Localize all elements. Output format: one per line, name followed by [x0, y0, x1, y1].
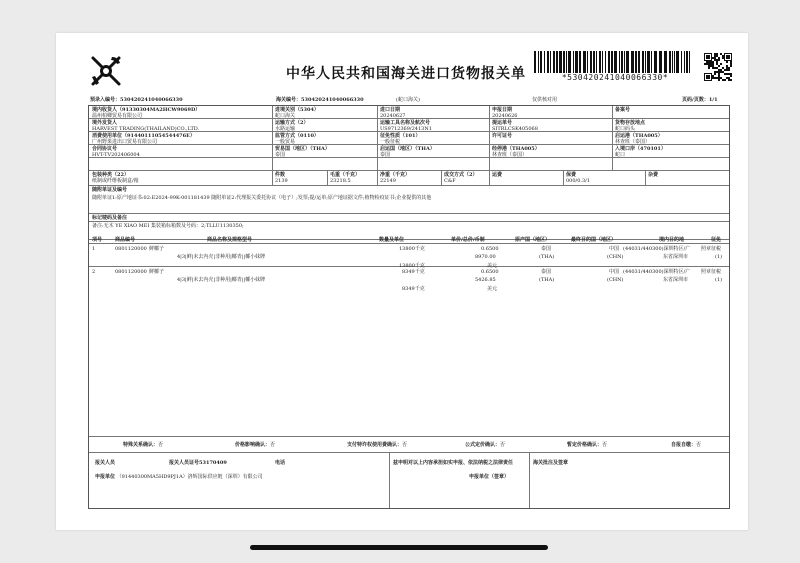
goods-qty-secondary: 13800千克	[399, 263, 425, 269]
goods-name: 鲜椰子	[149, 269, 165, 275]
special-relation-value: 否	[158, 442, 164, 448]
row-divider	[89, 221, 729, 222]
goods-exemption: 照章征税	[701, 269, 722, 275]
goods-header-code: 商品编号	[115, 237, 136, 243]
goods-destination: 中国	[609, 246, 620, 252]
declarer-label: 报关人员	[95, 460, 116, 466]
goods-total-price: 5426.85	[475, 277, 496, 283]
goods-currency: 美元	[487, 286, 498, 292]
verification-note: 仅供核对用	[532, 97, 558, 103]
col-divider	[327, 170, 328, 185]
declaration-statement: 兹申明对以上内容承担如实申报、依法纳税之法律责任	[393, 460, 514, 466]
license-label: 许可证号	[492, 133, 513, 139]
price-impact-label: 价格影响确认：	[235, 442, 271, 448]
col-divider	[272, 170, 273, 185]
row-divider	[89, 170, 729, 171]
pre-entry-number: 预录入编号：530420241040066330	[90, 97, 183, 103]
row-divider	[89, 436, 729, 437]
goods-header-name: 商品名称及规格型号	[207, 237, 253, 243]
package-type-label: 包装种类（22）	[92, 172, 129, 178]
trade-country-value: 泰国	[275, 152, 286, 158]
form-table	[88, 105, 730, 509]
declare-unit-seal: 申报单位（签章）	[469, 474, 510, 480]
vessel-value: US9712369/2413N1	[380, 126, 432, 132]
row-divider	[89, 239, 729, 240]
phone-label: 电话	[275, 460, 286, 466]
supervision-label: 监管方式（0110）	[275, 133, 319, 139]
entry-point-label: 入境口岸（470101）	[615, 146, 666, 152]
goods-unit-price: 0.6500	[481, 269, 499, 275]
col-divider	[563, 170, 564, 185]
page-indicator: 页码/页数：1/1	[682, 97, 718, 103]
customs-declaration-form	[56, 33, 748, 530]
goods-header-exempt: 征免	[711, 237, 722, 243]
goods-destination: 中国	[609, 269, 620, 275]
goods-domestic-dest-line2: 东省深圳市	[663, 254, 689, 260]
transit-port-label: 经停港（THA005）	[492, 146, 540, 152]
goods-currency: 美元	[487, 263, 498, 269]
net-weight-value: 22149	[380, 178, 396, 184]
form-title: 中华人民共和国海关进口货物报关单	[286, 66, 526, 82]
self-report-label: 自报自缴：	[671, 442, 697, 448]
package-type-value: 纸制或纤维板制盒/箱	[92, 178, 139, 184]
customs-office: (蛇口海关)	[396, 97, 420, 103]
formula-pricing-value: 否	[500, 442, 506, 448]
transport-mode-label: 运输方式（2）	[275, 120, 309, 126]
gross-weight-label: 毛重（千克）	[330, 172, 361, 178]
goods-header-destination: 最终目的国（地区）	[571, 237, 617, 243]
vessel-label: 运输工具名称及航次号	[380, 120, 431, 126]
gross-weight-value: 23218.5	[330, 178, 351, 184]
bill-of-lading-label: 提运单号	[492, 120, 513, 126]
storage-location-value: 蛇口码头	[615, 126, 636, 132]
goods-qty: 8349千克	[402, 269, 425, 275]
goods-unit-price: 0.6500	[481, 246, 499, 252]
shipper-value: HARVEST TRADING(THAILAND)CO.,LTD.	[92, 126, 200, 132]
barcode	[534, 51, 694, 73]
goods-destination-code: (CHN)	[607, 277, 624, 283]
royalty-label: 支付特许权使用费确认：	[347, 442, 403, 448]
goods-name: 鲜椰子	[149, 246, 165, 252]
goods-origin: 泰国	[541, 246, 552, 252]
customs-note-label: 海关批注及签章	[533, 460, 569, 466]
entry-port-value: 蛇口海关	[275, 113, 296, 119]
goods-code: 0801120000	[115, 246, 147, 252]
consignee-value: 温州柏卿贸易有限公司	[92, 113, 143, 119]
col-divider	[441, 170, 442, 185]
special-relation-label: 特殊关系确认：	[123, 442, 159, 448]
transit-port-value: 林查班（泰国）	[492, 152, 528, 158]
goods-exemption: 照章征税	[701, 246, 722, 252]
supervision-value: 一般贸易	[275, 139, 296, 145]
col-divider	[377, 170, 378, 185]
consignee-label: 境内收货人（91330304MA2HCW9069D）	[92, 107, 201, 113]
row-divider	[89, 185, 729, 186]
col-divider	[612, 106, 613, 170]
col-divider	[272, 106, 273, 170]
qr-code	[704, 53, 732, 81]
levy-nature-label: 征免性质（101）	[380, 133, 421, 139]
goods-origin: 泰国	[541, 269, 552, 275]
trade-terms-value: C&F	[444, 178, 456, 184]
goods-code: 0801120000	[115, 269, 147, 275]
col-divider	[489, 170, 490, 185]
goods-no: 1	[92, 246, 96, 252]
consumer-unit-value: 广州野果进出口贸易有限公司	[92, 139, 158, 145]
goods-header-price: 单价/总价/币制	[451, 237, 485, 243]
barcode-number: *530420241040066330*	[561, 73, 669, 82]
goods-origin-code: (THA)	[539, 254, 555, 260]
shipper-label: 境外发货人	[92, 120, 118, 126]
entry-port-label: 进境关别（5304）	[275, 107, 319, 113]
row-divider	[89, 243, 729, 244]
declare-unit-label: 申报单位	[95, 474, 116, 480]
trade-country-label: 贸易国（地区）（THA）	[275, 146, 330, 152]
goods-domestic-dest-line2: 东省深圳市	[663, 277, 689, 283]
goods-header-qty: 数量及单位	[379, 237, 405, 243]
col-divider	[389, 452, 390, 508]
entry-point-value: 蛇口	[615, 152, 626, 158]
formula-pricing-label: 公式定价确认：	[465, 442, 501, 448]
insurance-label: 保费	[566, 172, 577, 178]
misc-fee-label: 杂费	[648, 172, 659, 178]
goods-qty-secondary: 8349千克	[402, 286, 425, 292]
customs-emblem-icon	[86, 51, 126, 91]
goods-header-domestic: 境内目的地	[659, 237, 685, 243]
goods-spec: 4|3|鲜|未去内壳|非种用|椰青||椰小妹牌	[177, 254, 266, 260]
pieces-label: 件数	[275, 172, 286, 178]
insurance-value: 000/0.3/1	[566, 178, 591, 184]
import-date-label: 进口日期	[380, 107, 401, 113]
goods-total-price: 8970.00	[475, 254, 496, 260]
net-weight-label: 净重（千克）	[380, 172, 411, 178]
declarer-cert-no: 报关人员证号53170409	[169, 460, 227, 466]
departure-port-value: 林查班（泰国）	[615, 139, 651, 145]
goods-destination-code: (CHN)	[607, 254, 624, 260]
home-indicator	[250, 545, 548, 550]
attached-docs-value: 随附单证1:原产地证书:02:E2024-99K-001181439 随附单证2:代理报关委托协议（电子）;发票;提/运单;原产地证据文件;植物检疫证书;企业提供的其他	[92, 195, 432, 201]
goods-header-no: 项号	[92, 237, 103, 243]
goods-header-origin: 原产国（地区）	[515, 237, 551, 243]
departure-port-label: 启运港（THA005）	[615, 133, 663, 139]
goods-no: 2	[92, 269, 96, 275]
origin-country-value: 泰国	[380, 152, 391, 158]
remarks-value: 备注:无木 YE XIAO MEI 集装箱标箱数及号码：2;TLLU1130350;	[92, 223, 244, 229]
goods-qty: 13800千克	[399, 246, 425, 252]
row-divider	[89, 213, 729, 214]
customs-number: 海关编号：530420241040066330	[276, 97, 364, 103]
bill-of-lading-value: SITRLCSK405068	[492, 126, 538, 132]
goods-spec: 4|3|鲜|未去内壳|非种用|椰青||椰小妹牌	[177, 277, 266, 283]
freight-label: 运费	[492, 172, 503, 178]
pieces-value: 2139	[275, 178, 288, 184]
provisional-price-value: 否	[602, 442, 608, 448]
goods-origin-code: (THA)	[539, 277, 555, 283]
self-report-value: 否	[696, 442, 702, 448]
col-divider	[377, 106, 378, 170]
col-divider	[645, 170, 646, 185]
record-no-label: 备案号	[615, 107, 631, 113]
transport-mode-value: 水路运输	[275, 126, 296, 132]
declare-date-label: 申报日期	[492, 107, 513, 113]
col-divider	[529, 452, 530, 508]
contract-label: 合同协议号	[92, 146, 118, 152]
origin-country-label: 启运国（地区）（THA）	[380, 146, 435, 152]
provisional-price-label: 暂定价格确认：	[567, 442, 603, 448]
goods-domestic-dest: (44031/440300)深圳特区/广	[623, 246, 691, 252]
levy-nature-value: 一般征税	[380, 139, 401, 145]
royalty-value: 否	[402, 442, 408, 448]
declare-date-value: 20240626	[492, 113, 518, 119]
price-impact-value: 否	[270, 442, 276, 448]
trade-terms-label: 成交方式（2）	[444, 172, 478, 178]
storage-location-label: 货物存放地点	[615, 120, 646, 126]
attached-docs-label: 随附单证及编号	[92, 187, 128, 193]
remarks-label: 标记唛码及备注	[92, 215, 128, 221]
consumer-unit-label: 消费使用单位（91440111054544476E）	[92, 133, 195, 139]
goods-exemption-code: (1)	[715, 254, 723, 260]
goods-exemption-code: (1)	[715, 277, 723, 283]
import-date-value: 20240627	[380, 113, 406, 119]
row-divider	[89, 452, 729, 453]
col-divider	[489, 106, 490, 170]
contract-value: HVT-TV202406004	[92, 152, 140, 158]
goods-domestic-dest: (44031/440300)深圳特区/广	[623, 269, 691, 275]
declare-unit-value: （91440300MA5HD9PJ1A）洛辉国际供应链（深圳）有限公司	[116, 474, 263, 480]
